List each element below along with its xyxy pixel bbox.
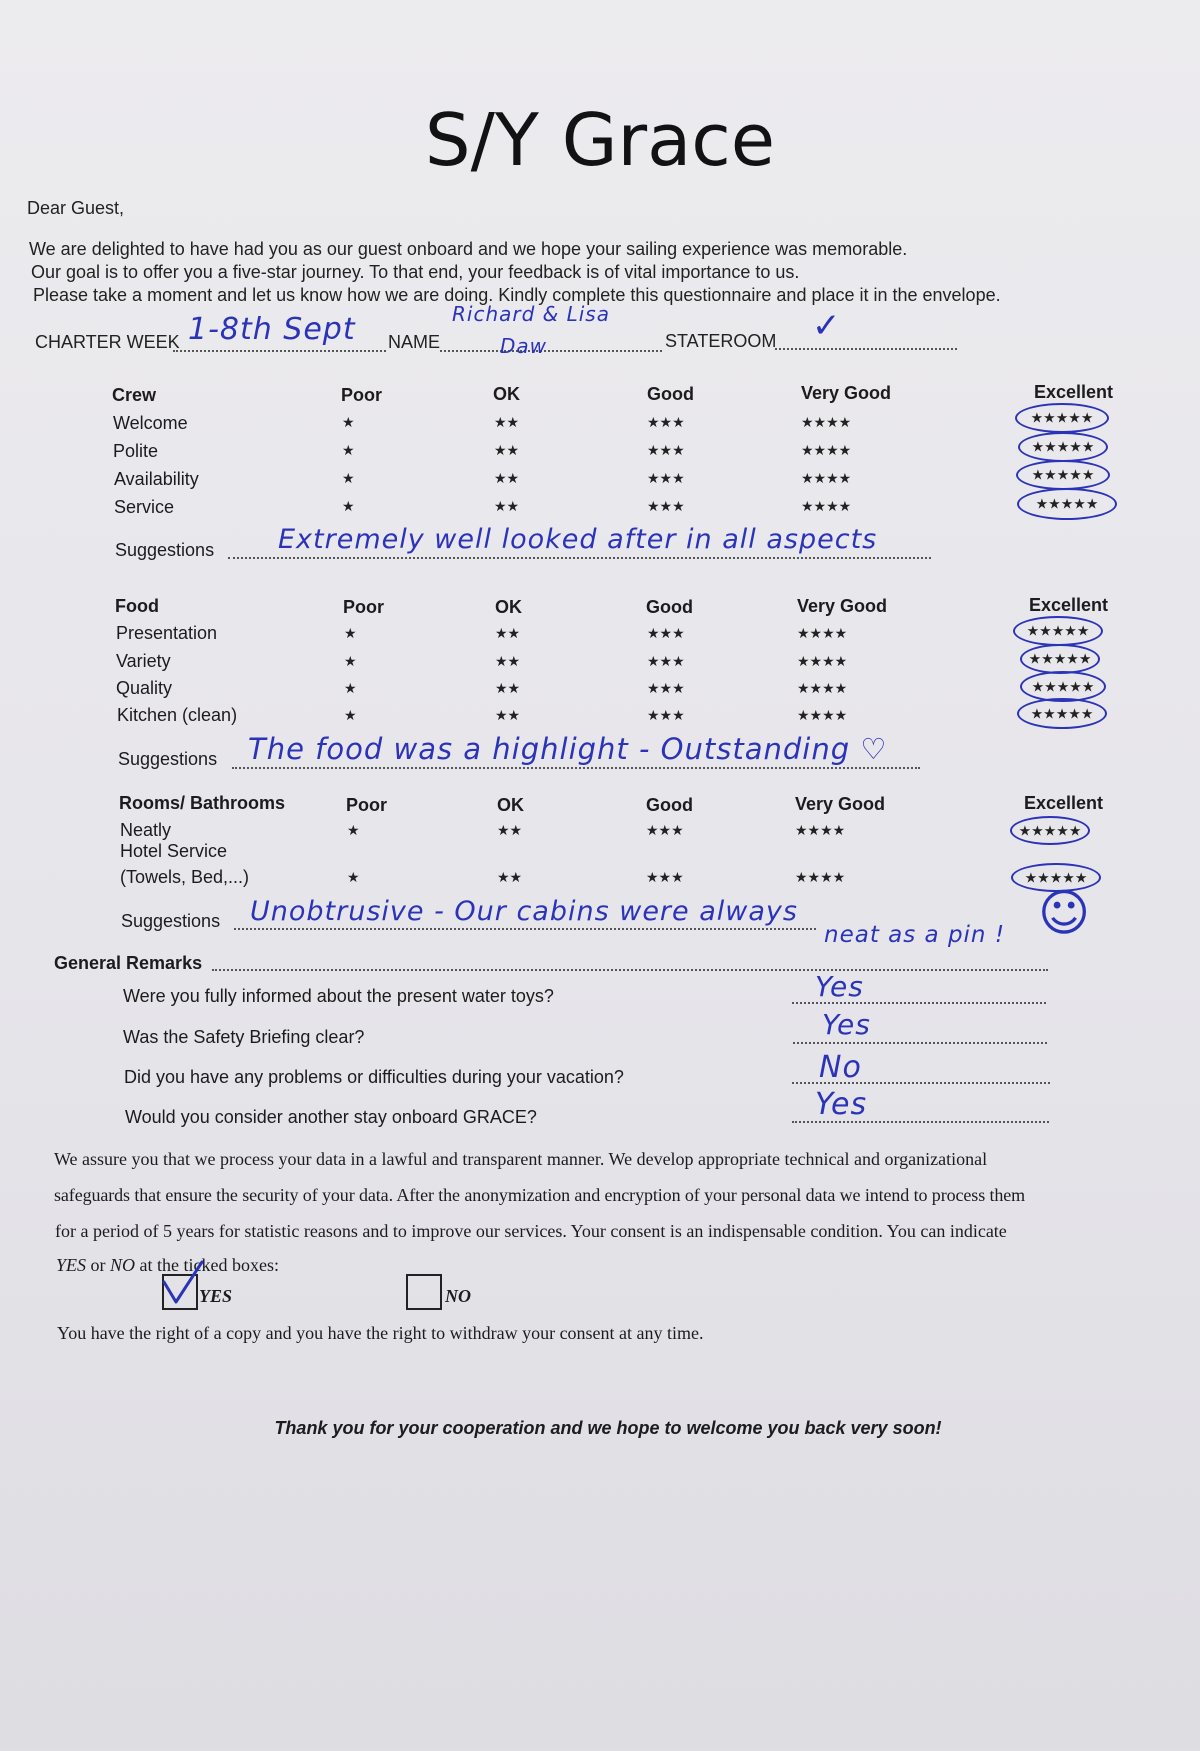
rating-4-stars[interactable]: ★★★★: [797, 680, 848, 696]
rating-2-stars[interactable]: ★★: [495, 653, 521, 669]
smiley-face-icon: ☺: [1038, 884, 1092, 942]
rating-3-stars[interactable]: ★★★: [647, 653, 685, 669]
question-safety-briefing: Was the Safety Briefing clear?: [123, 1027, 365, 1047]
rating-5-stars-circled[interactable]: [1013, 616, 1103, 646]
crew-poor-header: Poor: [341, 385, 383, 405]
rating-5-stars: ★★★★★: [1030, 705, 1094, 721]
crew-suggestions-line: [228, 557, 931, 559]
answer-line: [793, 1042, 1047, 1044]
privacy-line-3: for a period of 5 years for statistic reasons and to improve our services. Your consent is an indispensable condition. You can indicate: [55, 1221, 1007, 1241]
crew-item-availability: Availability: [114, 469, 199, 489]
rating-4-stars[interactable]: ★★★★: [801, 442, 852, 458]
rating-5-stars: ★★★★★: [1018, 822, 1082, 838]
food-suggestion-text[interactable]: The food was a highlight - Outstanding ♡: [248, 732, 888, 766]
food-header: Food: [115, 596, 159, 616]
crew-suggestion-text[interactable]: Extremely well looked after in all aspects: [278, 524, 878, 555]
general-remarks-line: [212, 969, 1048, 971]
rating-1-star[interactable]: ★: [344, 625, 357, 641]
rating-2-stars[interactable]: ★★: [495, 680, 521, 696]
rating-2-stars[interactable]: ★★: [495, 707, 521, 723]
rating-3-stars[interactable]: ★★★: [646, 869, 684, 885]
crew-item-polite: Polite: [113, 441, 159, 461]
charter-week-label: CHARTER WEEK: [35, 332, 180, 352]
privacy-line-2: safeguards that ensure the security of your data. After the anonymization and encryption of your personal data we intend to process them: [54, 1185, 1026, 1205]
rooms-ok-header: OK: [497, 795, 524, 815]
consent-yes-label: YES: [199, 1286, 233, 1306]
food-very-good-header: Very Good: [797, 596, 888, 616]
charter-week-dotted-line: [173, 350, 386, 352]
crew-suggestions-label: Suggestions: [115, 540, 215, 560]
rooms-poor-header: Poor: [346, 795, 388, 815]
rating-3-stars[interactable]: ★★★: [647, 707, 685, 723]
rating-5-stars-circled[interactable]: [1016, 460, 1110, 490]
rating-5-stars: ★★★★★: [1030, 409, 1094, 426]
food-ok-header: OK: [495, 597, 522, 617]
rooms-suggestion-text-line2[interactable]: neat as a pin !: [824, 922, 1006, 948]
crew-item-service: Service: [114, 497, 175, 517]
charter-week-value[interactable]: 1-8th Sept: [188, 312, 356, 347]
food-good-header: Good: [646, 597, 693, 617]
food-item-quality: Quality: [116, 678, 173, 698]
answer-safety-briefing[interactable]: Yes: [822, 1008, 871, 1041]
rooms-suggestions-line: [234, 928, 816, 930]
rating-4-stars[interactable]: ★★★★: [797, 707, 848, 723]
crew-very-good-header: Very Good: [801, 383, 892, 403]
food-item-kitchen: Kitchen (clean): [117, 705, 238, 725]
rating-4-stars[interactable]: ★★★★: [797, 653, 848, 669]
rating-1-star[interactable]: ★: [342, 442, 355, 458]
rating-4-stars[interactable]: ★★★★: [797, 625, 848, 641]
food-suggestions-line: [232, 767, 920, 769]
privacy-line-4-rest: at the ticked boxes:: [135, 1255, 279, 1275]
rating-4-stars[interactable]: ★★★★: [801, 498, 852, 514]
rating-1-star[interactable]: ★: [344, 680, 357, 696]
rating-3-stars[interactable]: ★★★: [646, 822, 684, 838]
stateroom-check-icon[interactable]: ✓: [812, 306, 842, 346]
rating-2-stars[interactable]: ★★: [495, 625, 521, 641]
answer-water-toys[interactable]: Yes: [815, 970, 864, 1003]
rating-5-stars: ★★★★★: [1031, 678, 1095, 694]
rating-5-stars-circled[interactable]: [1018, 432, 1108, 462]
rooms-item-hotel-service-detail: (Towels, Bed,...): [120, 867, 250, 887]
rooms-excellent-header: Excellent: [1024, 793, 1104, 813]
consent-no-checkbox[interactable]: [406, 1274, 442, 1310]
rooms-item-neatly: Neatly: [120, 820, 172, 840]
rating-2-stars[interactable]: ★★: [497, 869, 523, 885]
crew-item-welcome: Welcome: [113, 413, 188, 433]
rating-1-star[interactable]: ★: [347, 869, 360, 885]
rating-1-star[interactable]: ★: [342, 498, 355, 514]
rating-4-stars[interactable]: ★★★★: [795, 822, 846, 838]
intro-line-1: We are delighted to have had you as our guest onboard and we hope your sailing experience was memorable.: [29, 239, 908, 259]
food-item-presentation: Presentation: [116, 623, 218, 643]
name-dotted-line: [440, 350, 662, 352]
answer-problems[interactable]: No: [819, 1050, 862, 1085]
intro-line-3: Please take a moment and let us know how we are doing. Kindly complete this questionnaire and place it in the envelope.: [33, 285, 1001, 305]
rating-1-star[interactable]: ★: [342, 470, 355, 486]
food-excellent-header: Excellent: [1029, 595, 1109, 615]
food-poor-header: Poor: [343, 597, 385, 617]
privacy-yes-word: YES: [56, 1255, 87, 1275]
food-suggestions-label: Suggestions: [118, 749, 218, 769]
rating-3-stars[interactable]: ★★★: [647, 625, 685, 641]
thank-you-footer: Thank you for your cooperation and we hope to welcome you back very soon!: [274, 1418, 942, 1438]
question-another-stay: Would you consider another stay onboard GRACE?: [125, 1107, 537, 1127]
rights-text: You have the right of a copy and you have the right to withdraw your consent at any time.: [57, 1323, 704, 1343]
rating-5-stars: ★★★★★: [1035, 495, 1099, 512]
rating-5-stars: ★★★★★: [1024, 869, 1088, 885]
rating-3-stars[interactable]: ★★★: [647, 470, 685, 486]
rating-5-stars-circled[interactable]: [1020, 644, 1100, 674]
name-value-line2[interactable]: Daw: [500, 334, 548, 358]
question-problems: Did you have any problems or difficulties during your vacation?: [124, 1067, 624, 1087]
privacy-no-word: NO: [110, 1255, 136, 1275]
general-remarks-header: General Remarks: [54, 953, 203, 973]
rooms-header: Rooms/ Bathrooms: [119, 793, 286, 813]
crew-ok-header: OK: [493, 384, 520, 404]
rating-5-stars-circled[interactable]: [1010, 816, 1090, 845]
answer-another-stay[interactable]: Yes: [815, 1087, 868, 1122]
rating-3-stars[interactable]: ★★★: [647, 680, 685, 696]
rooms-item-hotel-service: Hotel Service: [120, 841, 228, 861]
rating-5-stars: ★★★★★: [1026, 622, 1090, 639]
rooms-suggestions-label: Suggestions: [121, 911, 221, 931]
rating-5-stars: ★★★★★: [1031, 466, 1095, 483]
rooms-very-good-header: Very Good: [795, 794, 886, 814]
rooms-suggestion-text-line1[interactable]: Unobtrusive - Our cabins were always: [250, 896, 798, 927]
rating-2-stars[interactable]: ★★: [494, 442, 520, 458]
privacy-line-1: We assure you that we process your data in a lawful and transparent manner. We develop appropriate technical and organizational: [54, 1149, 988, 1169]
food-item-variety: Variety: [116, 651, 171, 671]
consent-no-label: NO: [445, 1286, 471, 1306]
rating-1-star[interactable]: ★: [344, 707, 357, 723]
rating-5-stars-circled[interactable]: [1015, 403, 1109, 433]
rating-4-stars[interactable]: ★★★★: [801, 414, 852, 430]
rating-2-stars[interactable]: ★★: [494, 498, 520, 514]
rating-4-stars[interactable]: ★★★★: [795, 869, 846, 885]
rating-1-star[interactable]: ★: [342, 414, 355, 430]
rating-3-stars[interactable]: ★★★: [647, 498, 685, 514]
rating-2-stars[interactable]: ★★: [494, 470, 520, 486]
crew-good-header: Good: [647, 384, 694, 404]
rating-5-stars-circled[interactable]: [1017, 488, 1117, 520]
rating-5-stars: ★★★★★: [1028, 650, 1092, 667]
rating-2-stars[interactable]: ★★: [497, 822, 523, 838]
crew-excellent-header: Excellent: [1034, 382, 1114, 402]
rating-2-stars[interactable]: ★★: [494, 414, 520, 430]
question-water-toys: Were you fully informed about the present water toys?: [123, 986, 554, 1006]
rooms-good-header: Good: [646, 795, 693, 815]
privacy-or-word: or: [86, 1255, 111, 1275]
rating-1-star[interactable]: ★: [347, 822, 360, 838]
rating-4-stars[interactable]: ★★★★: [801, 470, 852, 486]
rating-3-stars[interactable]: ★★★: [647, 414, 685, 430]
stateroom-dotted-line: [775, 348, 957, 350]
name-label: NAME: [388, 332, 441, 352]
name-value-line1[interactable]: Richard & Lisa: [452, 302, 610, 326]
greeting: Dear Guest,: [27, 198, 125, 218]
intro-line-2: Our goal is to offer you a five-star journey. To that end, your feedback is of vital importance to us.: [31, 262, 800, 282]
crew-header: Crew: [112, 385, 157, 405]
rating-5-stars: ★★★★★: [1031, 438, 1095, 455]
rating-3-stars[interactable]: ★★★: [647, 442, 685, 458]
page-title: S/Y Grace: [424, 98, 776, 182]
rating-1-star[interactable]: ★: [344, 653, 357, 669]
stateroom-label: STATEROOM: [665, 331, 777, 351]
rating-5-stars-circled[interactable]: [1017, 698, 1107, 729]
